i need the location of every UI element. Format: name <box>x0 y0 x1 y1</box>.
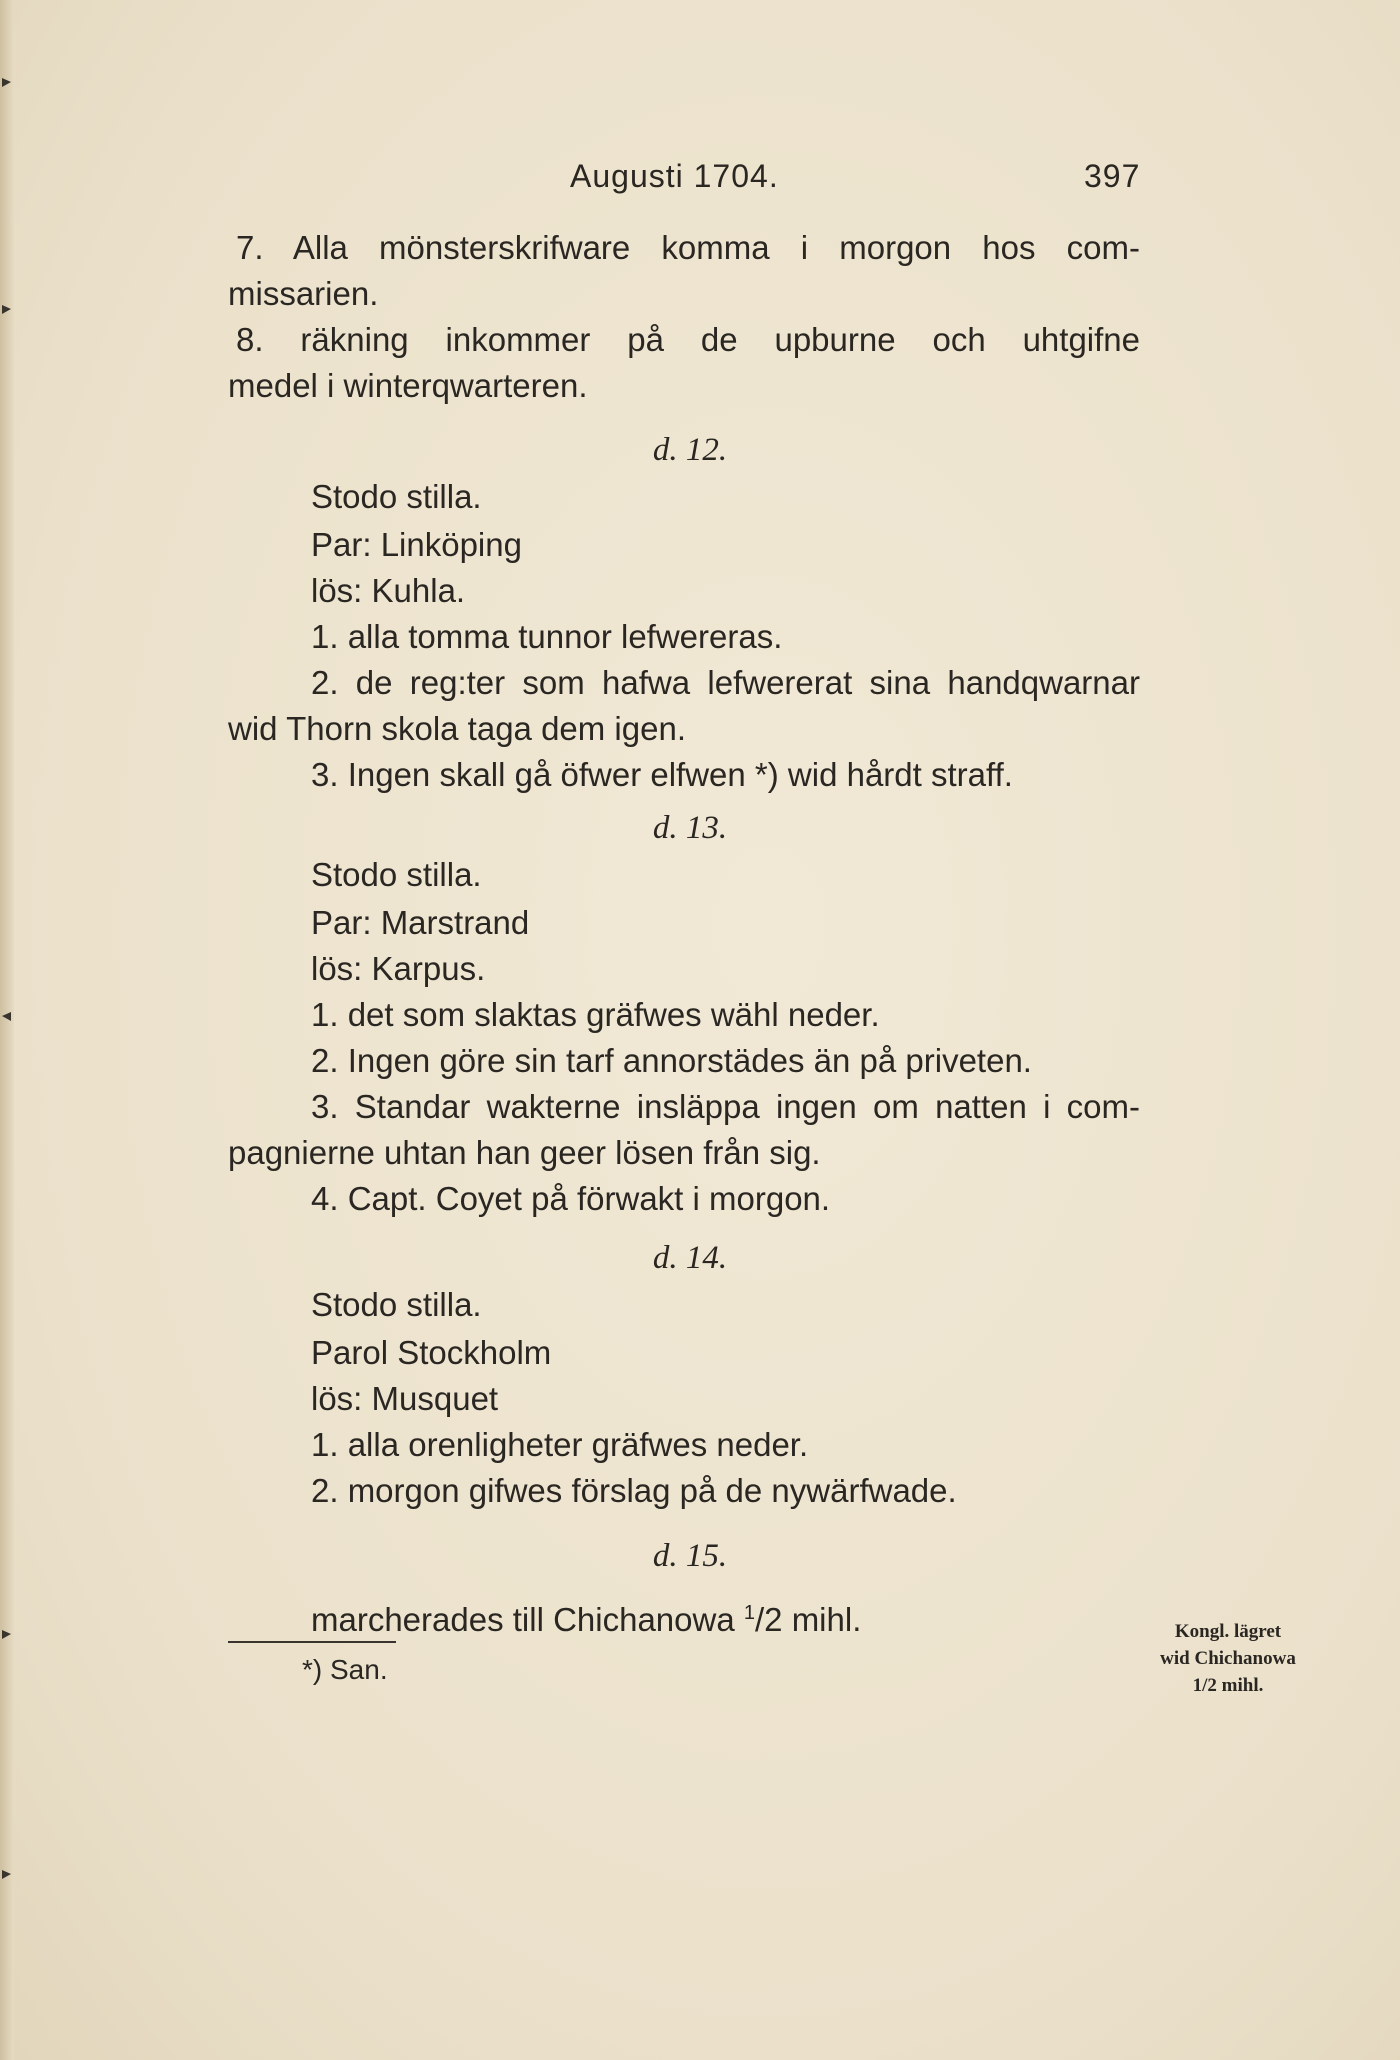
text-line: 1. alla tomma tunnor lefwereras. <box>311 618 783 655</box>
text-line: lös: Karpus. <box>311 950 486 987</box>
text-line: 1. det som slaktas gräfwes wähl neder. <box>311 996 880 1033</box>
date-heading <box>0 1240 1400 1277</box>
text-line: Parol Stockholm <box>311 1334 552 1371</box>
text-line: 7. Alla mönsterskrifware komma i morgon hos com- <box>236 229 1140 266</box>
entry-day-12 <box>228 474 1140 804</box>
margin-note-line: Kongl. lägret <box>1174 1621 1282 1642</box>
footnote-rule <box>228 1641 396 1643</box>
text-line: wid Thorn skola taga dem igen. <box>228 710 686 747</box>
binding-mark <box>2 1630 11 1639</box>
fraction-rest: /2 mihl. <box>755 1601 862 1638</box>
date-heading-text: d. 14. <box>652 1240 728 1276</box>
text-line: Stodo stilla. <box>311 478 482 515</box>
binding-mark <box>2 78 11 87</box>
entry-day-14 <box>228 1282 1140 1522</box>
date-heading-text: d. 15. <box>652 1538 728 1574</box>
date-heading-text: d. 12. <box>652 432 728 468</box>
entry-block-top <box>228 225 1140 425</box>
text-line: Stodo stilla. <box>311 1286 482 1323</box>
text-line <box>311 1590 861 1643</box>
text-line: 8. räkning inkommer på de upburne och uhtgifne <box>236 321 1140 358</box>
day15-text: marcherades till Chichanowa <box>311 1601 735 1638</box>
binding-mark <box>2 305 11 314</box>
text-line: 4. Capt. Coyet på förwakt i morgon. <box>311 1180 831 1217</box>
binding-mark <box>2 1012 11 1021</box>
text-line: 1. alla orenligheter gräfwes neder. <box>311 1426 809 1463</box>
entry-day-15 <box>228 1590 1140 1640</box>
text-line: 2. morgon gifwes förslag på de nywärfwade. <box>311 1472 957 1509</box>
header-title: Augusti 1704. <box>570 158 779 194</box>
page-number: 397 <box>1084 158 1141 194</box>
margin-note-line: wid Chichanowa <box>1160 1648 1296 1669</box>
date-heading <box>0 432 1400 469</box>
entry-day-13 <box>228 852 1140 1222</box>
binding-mark <box>2 1870 11 1879</box>
text-line: 2. Ingen göre sin tarf annorstädes än på priveten. <box>311 1042 1032 1079</box>
text-line: Par: Linköping <box>311 526 522 563</box>
date-heading-text: d. 13. <box>652 810 728 846</box>
text-line: missarien. <box>228 275 379 312</box>
fraction-numerator: 1 <box>743 1602 755 1624</box>
date-heading <box>0 1538 1400 1575</box>
text-line: pagnierne uhtan han geer lösen från sig. <box>228 1134 821 1171</box>
text-line: medel i winterqwarteren. <box>228 367 588 404</box>
margin-note <box>1138 1618 1318 1699</box>
margin-note-line: 1/2 mihl. <box>1192 1675 1264 1696</box>
text-line: lös: Musquet <box>311 1380 499 1417</box>
text-line: 3. Ingen skall gå öfwer elfwen *) wid hårdt straff. <box>311 756 1013 793</box>
text-line: lös: Kuhla. <box>311 572 466 609</box>
text-line: Stodo stilla. <box>311 856 482 893</box>
text-line: 2. de reg:ter som hafwa lefwererat sina handqwarnar <box>311 664 1140 701</box>
text-line: Par: Marstrand <box>311 904 530 941</box>
date-heading <box>0 810 1400 847</box>
footnote: *) San. <box>302 1654 388 1685</box>
text-line: 3. Standar wakterne insläppa ingen om natten i com- <box>311 1088 1140 1125</box>
